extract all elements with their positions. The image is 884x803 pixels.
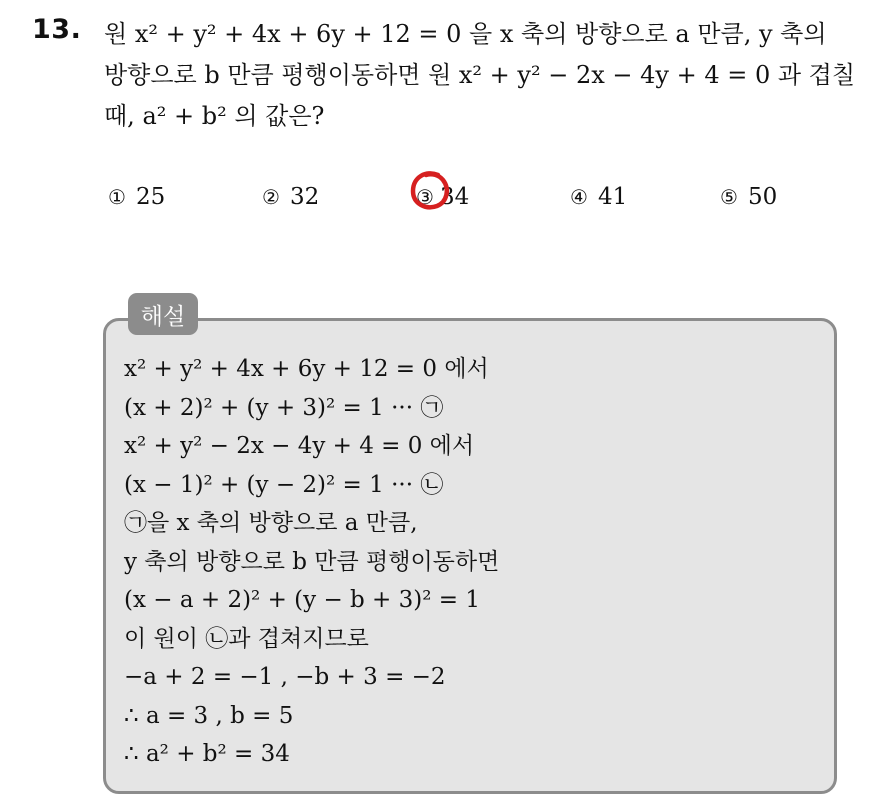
choice-2[interactable] bbox=[262, 180, 319, 214]
explanation-lines bbox=[124, 350, 824, 774]
choice-1[interactable] bbox=[108, 180, 165, 214]
explanation-line: y 축의 방향으로 b 만큼 평행이동하면 bbox=[124, 548, 500, 575]
question-line: 원 x² + y² + 4x + 6y + 12 = 0 을 x 축의 방향으로 a 만큼, y 축의 bbox=[104, 20, 827, 48]
question-line: 때, a² + b² 의 값은? bbox=[104, 102, 325, 130]
selected-answer-ring-icon bbox=[408, 169, 452, 213]
explanation-line: ∴ a = 3 , b = 5 bbox=[124, 702, 294, 729]
choice-marker: ① bbox=[108, 185, 126, 209]
choice-value: 34 bbox=[439, 184, 470, 210]
choice-5[interactable] bbox=[720, 180, 777, 214]
question-line: 방향으로 b 만큼 평행이동하면 원 x² + y² − 2x − 4y + 4 = 0 과 겹칠 bbox=[104, 61, 856, 89]
choice-marker: ③ bbox=[416, 185, 434, 209]
choice-marker: ④ bbox=[570, 185, 588, 209]
choice-value: 32 bbox=[289, 184, 320, 210]
choice-value: 50 bbox=[747, 184, 778, 210]
question-text bbox=[104, 14, 864, 137]
explanation-line: ∴ a² + b² = 34 bbox=[124, 741, 290, 767]
explanation-line: (x + 2)² + (y + 3)² = 1 ··· ㉠ bbox=[124, 394, 444, 421]
explanation-line: x² + y² − 2x − 4y + 4 = 0 에서 bbox=[124, 433, 475, 459]
explanation-tag: 해설 bbox=[128, 293, 198, 335]
choice-marker: ② bbox=[262, 185, 280, 209]
explanation-line: ㉠을 x 축의 방향으로 a 만큼, bbox=[124, 510, 418, 536]
explanation-line: (x − a + 2)² + (y − b + 3)² = 1 bbox=[124, 587, 480, 613]
choice-4[interactable] bbox=[570, 180, 627, 214]
explanation-line: −a + 2 = −1 , −b + 3 = −2 bbox=[124, 664, 446, 690]
question-number: 13. bbox=[32, 14, 82, 45]
explanation-line: x² + y² + 4x + 6y + 12 = 0 에서 bbox=[124, 356, 489, 382]
choice-value: 41 bbox=[597, 184, 628, 210]
answer-choices bbox=[108, 180, 808, 216]
choice-3[interactable] bbox=[416, 180, 469, 214]
explanation-line: (x − 1)² + (y − 2)² = 1 ··· ㉡ bbox=[124, 471, 444, 498]
choice-marker: ⑤ bbox=[720, 185, 738, 209]
choice-value: 25 bbox=[135, 184, 166, 210]
explanation-line: 이 원이 ㉡과 겹쳐지므로 bbox=[124, 625, 369, 652]
